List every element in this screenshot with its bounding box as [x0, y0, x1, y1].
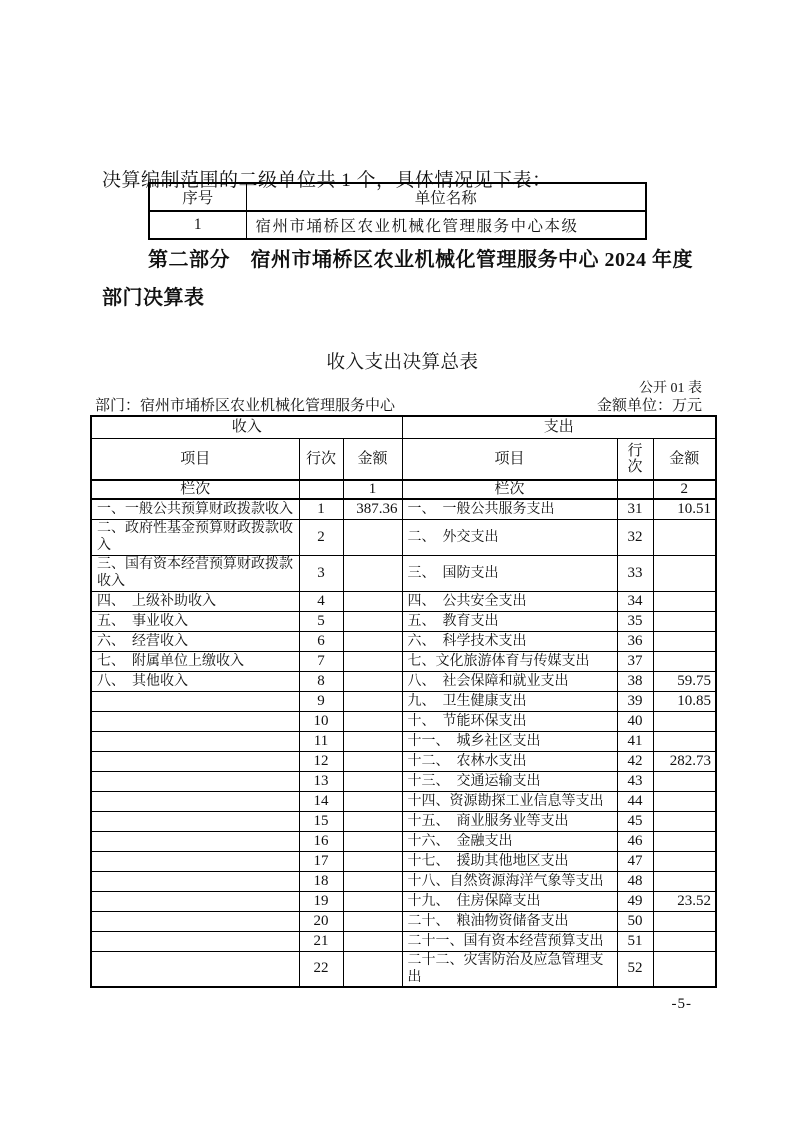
- table-row: [91, 891, 716, 911]
- income-line-cell: 16: [299, 831, 343, 851]
- expense-amount-cell: [653, 831, 716, 851]
- income-amount-cell: [343, 931, 402, 951]
- expense-item-cell: 五、 教育支出: [402, 611, 617, 631]
- expense-amount-cell: [653, 555, 716, 591]
- expense-item-cell: 十七、 援助其他地区支出: [402, 851, 617, 871]
- income-item-cell: [91, 751, 299, 771]
- expense-item-cell: 二十、 粮油物资储备支出: [402, 911, 617, 931]
- expense-line-cell: 31: [617, 499, 653, 519]
- table-code-label: 公开 01 表: [639, 381, 702, 396]
- expense-amount-cell: 59.75: [653, 671, 716, 691]
- income-line-cell: 17: [299, 851, 343, 871]
- expense-item-cell: 十八、自然资源海洋气象等支出: [402, 871, 617, 891]
- income-line-cell: 9: [299, 691, 343, 711]
- income-amount-cell: [343, 555, 402, 591]
- table-row: [91, 731, 716, 751]
- unit-no-header: 序号: [149, 183, 246, 211]
- expense-amount-cell: [653, 911, 716, 931]
- income-line-cell: 15: [299, 811, 343, 831]
- income-amount-cell: [343, 651, 402, 671]
- expense-line-cell: 41: [617, 731, 653, 751]
- expense-index-line-cell: [617, 480, 653, 499]
- table-row: [91, 499, 716, 519]
- expense-amount-cell: [653, 851, 716, 871]
- expense-line-cell: 36: [617, 631, 653, 651]
- income-amount-cell: [343, 771, 402, 791]
- income-item-cell: [91, 831, 299, 851]
- expense-item-cell: 二十一、国有资本经营预算支出: [402, 931, 617, 951]
- expense-item-cell: 八、 社会保障和就业支出: [402, 671, 617, 691]
- income-amount-cell: [343, 891, 402, 911]
- income-amount-cell: [343, 851, 402, 871]
- income-item-cell: 八、 其他收入: [91, 671, 299, 691]
- section-header-row: [91, 416, 716, 439]
- expense-line-cell: 40: [617, 711, 653, 731]
- income-item-cell: [91, 931, 299, 951]
- income-item-cell: 四、 上级补助收入: [91, 591, 299, 611]
- expense-item-cell: 七、文化旅游体育与传媒支出: [402, 651, 617, 671]
- expense-index-label: 栏次: [402, 480, 617, 499]
- expense-line-cell: 52: [617, 951, 653, 987]
- income-item-cell: [91, 871, 299, 891]
- income-amount-cell: [343, 711, 402, 731]
- expense-amount-cell: 10.51: [653, 499, 716, 519]
- expense-amount-cell: [653, 811, 716, 831]
- expense-amount-cell: 282.73: [653, 751, 716, 771]
- table-row: [91, 871, 716, 891]
- table-row: [91, 519, 716, 555]
- expense-amount-cell: [653, 931, 716, 951]
- income-line-cell: 1: [299, 499, 343, 519]
- income-amount-cell: [343, 519, 402, 555]
- income-amount-cell: [343, 691, 402, 711]
- expense-line-cell: 49: [617, 891, 653, 911]
- page-number: -5-: [671, 996, 692, 1012]
- department-label: 部门：宿州市埇桥区农业机械化管理服务中心: [95, 398, 396, 414]
- expense-line-cell: 42: [617, 751, 653, 771]
- income-amount-cell: [343, 671, 402, 691]
- expense-item-cell: 二十二、灾害防治及应急管理支出: [402, 951, 617, 987]
- expense-item-cell: 十六、 金融支出: [402, 831, 617, 851]
- expense-section-header: 支出: [402, 416, 716, 439]
- expense-amount-cell: [653, 711, 716, 731]
- income-line-cell: 11: [299, 731, 343, 751]
- table-row: [91, 711, 716, 731]
- income-index-number: 1: [343, 480, 402, 499]
- income-amount-cell: [343, 611, 402, 631]
- income-amount-cell: [343, 811, 402, 831]
- amount-unit-label: 金额单位：万元: [596, 398, 702, 414]
- expense-item-cell: 九、 卫生健康支出: [402, 691, 617, 711]
- table-row: [91, 555, 716, 591]
- income-item-cell: [91, 851, 299, 871]
- expense-line-cell: 38: [617, 671, 653, 691]
- expense-line-cell: 33: [617, 555, 653, 591]
- income-item-cell: 一、一般公共预算财政拨款收入: [91, 499, 299, 519]
- income-line-cell: 5: [299, 611, 343, 631]
- income-item-cell: [91, 951, 299, 987]
- income-line-cell: 6: [299, 631, 343, 651]
- intro-text: 决算编制范围的二级单位共 1 个，具体情况见下表：: [102, 170, 552, 191]
- expense-amount-cell: [653, 519, 716, 555]
- income-line-cell: 18: [299, 871, 343, 891]
- table-row: [91, 931, 716, 951]
- expense-amount-cell: [653, 611, 716, 631]
- income-amount-cell: [343, 751, 402, 771]
- income-amount-cell: [343, 831, 402, 851]
- expense-item-cell: 十一、 城乡社区支出: [402, 731, 617, 751]
- expense-item-cell: 十三、 交通运输支出: [402, 771, 617, 791]
- column-header-row: [91, 439, 716, 481]
- expense-line-cell: 48: [617, 871, 653, 891]
- income-item-cell: [91, 891, 299, 911]
- section-heading-line2: 部门决算表: [102, 287, 205, 309]
- income-item-cell: [91, 771, 299, 791]
- income-expense-table: [90, 415, 717, 988]
- expense-item-cell: 三、 国防支出: [402, 555, 617, 591]
- unit-table-header-row: [149, 183, 646, 211]
- income-amount-cell: 387.36: [343, 499, 402, 519]
- table-row: [91, 791, 716, 811]
- statement-title: 收入支出决算总表: [326, 353, 479, 373]
- income-item-cell: 六、 经营收入: [91, 631, 299, 651]
- expense-item-cell: 十四、资源勘探工业信息等支出: [402, 791, 617, 811]
- income-line-cell: 8: [299, 671, 343, 691]
- unit-name-header: 单位名称: [246, 183, 646, 211]
- income-line-cell: 14: [299, 791, 343, 811]
- income-index-line-cell: [299, 480, 343, 499]
- income-line-cell: 22: [299, 951, 343, 987]
- expense-item-cell: 四、 公共安全支出: [402, 591, 617, 611]
- expense-item-cell: 六、 科学技术支出: [402, 631, 617, 651]
- expense-item-column-header: 项目: [402, 439, 617, 481]
- income-item-cell: [91, 811, 299, 831]
- expense-amount-cell: [653, 771, 716, 791]
- table-row: [91, 691, 716, 711]
- table-row: [91, 951, 716, 987]
- income-amount-cell: [343, 951, 402, 987]
- income-amount-cell: [343, 731, 402, 751]
- section-heading-line1: 第二部分 宿州市埇桥区农业机械化管理服务中心 2024 年度: [148, 249, 693, 271]
- income-amount-column-header: 金额: [343, 439, 402, 481]
- income-section-header: 收入: [91, 416, 402, 439]
- income-amount-cell: [343, 871, 402, 891]
- expense-line-column-header: 行次: [617, 439, 653, 481]
- expense-item-cell: 十二、 农林水支出: [402, 751, 617, 771]
- expense-amount-cell: [653, 591, 716, 611]
- income-amount-cell: [343, 791, 402, 811]
- income-line-cell: 4: [299, 591, 343, 611]
- expense-item-cell: 十九、 住房保障支出: [402, 891, 617, 911]
- table-row: [91, 751, 716, 771]
- income-amount-cell: [343, 911, 402, 931]
- income-amount-cell: [343, 631, 402, 651]
- expense-line-cell: 45: [617, 811, 653, 831]
- expense-line-cell: 32: [617, 519, 653, 555]
- income-index-label: 栏次: [91, 480, 299, 499]
- table-row: [91, 651, 716, 671]
- section-heading: [102, 241, 727, 317]
- expense-amount-cell: [653, 791, 716, 811]
- income-item-cell: [91, 731, 299, 751]
- expense-amount-cell: [653, 631, 716, 651]
- income-item-cell: [91, 791, 299, 811]
- expense-line-cell: 34: [617, 591, 653, 611]
- expense-amount-cell: [653, 951, 716, 987]
- unit-list-table: [148, 182, 647, 240]
- income-item-cell: 七、 附属单位上缴收入: [91, 651, 299, 671]
- expense-amount-column-header: 金额: [653, 439, 716, 481]
- table-row: [91, 591, 716, 611]
- income-line-cell: 7: [299, 651, 343, 671]
- income-item-column-header: 项目: [91, 439, 299, 481]
- income-line-cell: 12: [299, 751, 343, 771]
- income-item-cell: 三、国有资本经营预算财政拨款收入: [91, 555, 299, 591]
- expense-line-cell: 50: [617, 911, 653, 931]
- expense-line-cell: 37: [617, 651, 653, 671]
- expense-item-cell: 十、 节能环保支出: [402, 711, 617, 731]
- unit-name-cell: 宿州市埇桥区农业机械化管理服务中心本级: [246, 211, 646, 239]
- income-item-cell: [91, 711, 299, 731]
- income-line-cell: 21: [299, 931, 343, 951]
- table-row: [149, 211, 646, 239]
- expense-line-cell: 46: [617, 831, 653, 851]
- expense-amount-cell: [653, 651, 716, 671]
- unit-no-cell: 1: [149, 211, 246, 239]
- income-line-cell: 20: [299, 911, 343, 931]
- table-row: [91, 851, 716, 871]
- table-row: [91, 911, 716, 931]
- income-line-cell: 3: [299, 555, 343, 591]
- expense-line-cell: 51: [617, 931, 653, 951]
- income-line-cell: 13: [299, 771, 343, 791]
- income-line-cell: 19: [299, 891, 343, 911]
- income-line-column-header: 行次: [299, 439, 343, 481]
- column-index-row: [91, 480, 716, 499]
- expense-item-cell: 二、 外交支出: [402, 519, 617, 555]
- statement-meta-row: [95, 394, 702, 415]
- income-amount-cell: [343, 591, 402, 611]
- expense-amount-cell: 10.85: [653, 691, 716, 711]
- income-item-cell: 五、 事业收入: [91, 611, 299, 631]
- expense-line-cell: 39: [617, 691, 653, 711]
- expense-line-cell: 44: [617, 791, 653, 811]
- expense-line-cell: 35: [617, 611, 653, 631]
- table-row: [91, 831, 716, 851]
- expense-line-cell: 43: [617, 771, 653, 791]
- expense-item-cell: 一、 一般公共服务支出: [402, 499, 617, 519]
- table-row: [91, 671, 716, 691]
- expense-amount-cell: [653, 871, 716, 891]
- expense-line-cell: 47: [617, 851, 653, 871]
- expense-amount-cell: 23.52: [653, 891, 716, 911]
- expense-index-number: 2: [653, 480, 716, 499]
- income-line-cell: 10: [299, 711, 343, 731]
- income-item-cell: [91, 911, 299, 931]
- table-row: [91, 611, 716, 631]
- table-row: [91, 631, 716, 651]
- income-item-cell: 二、政府性基金预算财政拨款收入: [91, 519, 299, 555]
- expense-item-cell: 十五、 商业服务业等支出: [402, 811, 617, 831]
- table-row: [91, 771, 716, 791]
- income-line-cell: 2: [299, 519, 343, 555]
- expense-amount-cell: [653, 731, 716, 751]
- table-row: [91, 811, 716, 831]
- income-item-cell: [91, 691, 299, 711]
